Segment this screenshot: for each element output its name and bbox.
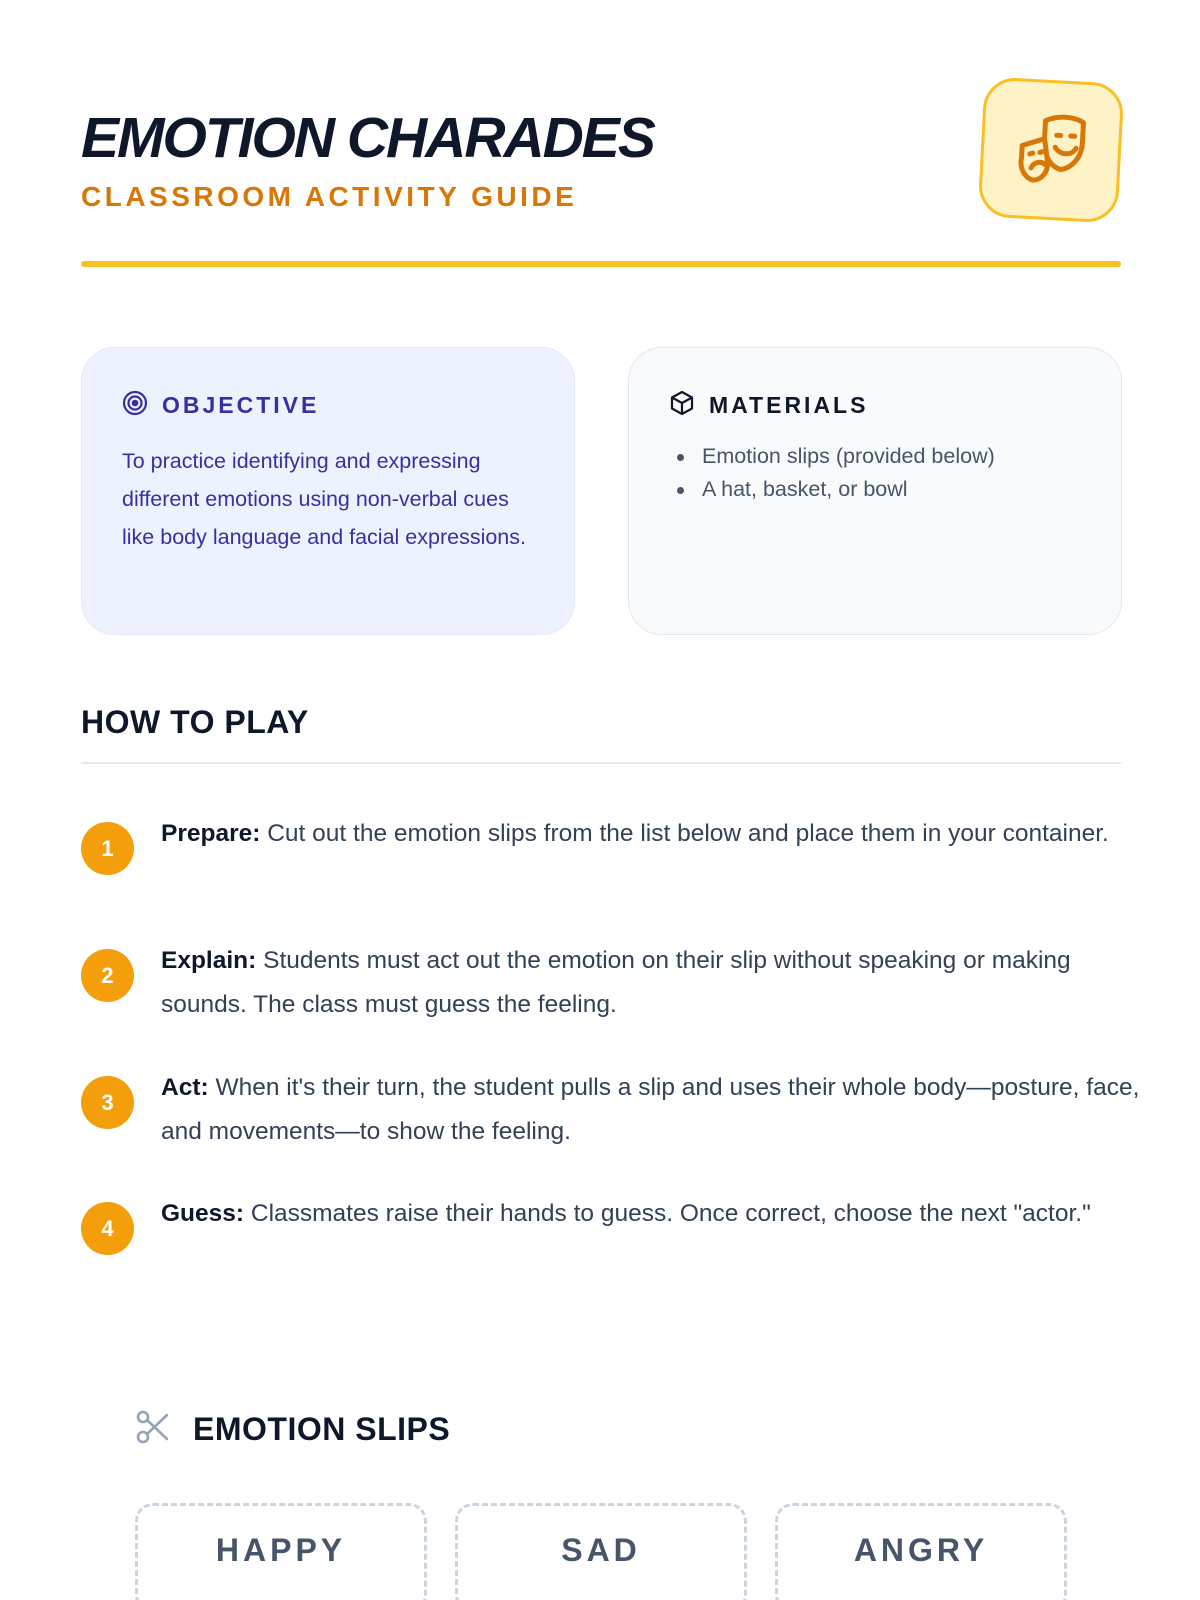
list-item: Emotion slips (provided below): [669, 440, 1081, 473]
step-text: [161, 812, 1161, 856]
step-number-badge: 2: [81, 949, 134, 1002]
emotion-slip: ANGRY: [775, 1503, 1067, 1600]
step-label: Prepare:: [161, 820, 261, 847]
objective-header: [122, 390, 534, 420]
step-description: Cut out the emotion slips from the list below and place them in your container.: [260, 820, 1109, 847]
step-label: Explain:: [161, 947, 257, 974]
step-description: Students must act out the emotion on their slip without speaking or making sounds. The class must guess the feeling.: [161, 947, 1071, 1018]
materials-header: [669, 390, 1081, 420]
materials-label: MATERIALS: [709, 391, 869, 418]
list-item: A hat, basket, or bowl: [669, 473, 1081, 506]
step-number-badge: 4: [81, 1202, 134, 1255]
materials-card: [628, 347, 1122, 635]
scissors-icon: [135, 1409, 171, 1450]
emotion-slips-header: [135, 1404, 450, 1454]
materials-list: [669, 440, 1081, 506]
step-4: [81, 1192, 1121, 1292]
step-1: [81, 812, 1121, 912]
box-icon: [669, 390, 695, 421]
objective-label: OBJECTIVE: [162, 391, 320, 418]
step-label: Act:: [161, 1074, 209, 1101]
step-text: [161, 939, 1161, 1026]
step-label: Guess:: [161, 1200, 245, 1227]
header-divider: [81, 261, 1121, 267]
objective-card: [81, 347, 575, 635]
step-text: [161, 1066, 1161, 1153]
theater-masks-icon: [1008, 104, 1094, 195]
emotion-slip: HAPPY: [135, 1503, 427, 1600]
step-description: When it's their turn, the student pulls a slip and uses their whole body—posture, face, and movements—to show the feeling.: [161, 1074, 1140, 1145]
target-icon: [122, 390, 148, 421]
step-3: [81, 1066, 1140, 1166]
how-to-play-title: HOW TO PLAY: [81, 704, 309, 740]
objective-text: To practice identifying and expressing different emotions using non-verbal cues like body language and facial expressions.: [122, 449, 526, 549]
step-number-badge: 3: [81, 1076, 134, 1129]
section-divider: [81, 762, 1121, 764]
page-subtitle: CLASSROOM ACTIVITY GUIDE: [81, 181, 578, 212]
page-header: [81, 80, 1121, 268]
step-number-badge: 1: [81, 822, 134, 875]
emotion-slips-title: EMOTION SLIPS: [193, 1411, 451, 1447]
step-2: [81, 939, 1121, 1039]
logo-badge: [977, 76, 1124, 223]
page-title: EMOTION CHARADES: [81, 106, 654, 170]
step-description: Classmates raise their hands to guess. Once correct, choose the next "actor.": [244, 1200, 1091, 1227]
emotion-slip: SAD: [455, 1503, 747, 1600]
step-text: [161, 1192, 1161, 1236]
